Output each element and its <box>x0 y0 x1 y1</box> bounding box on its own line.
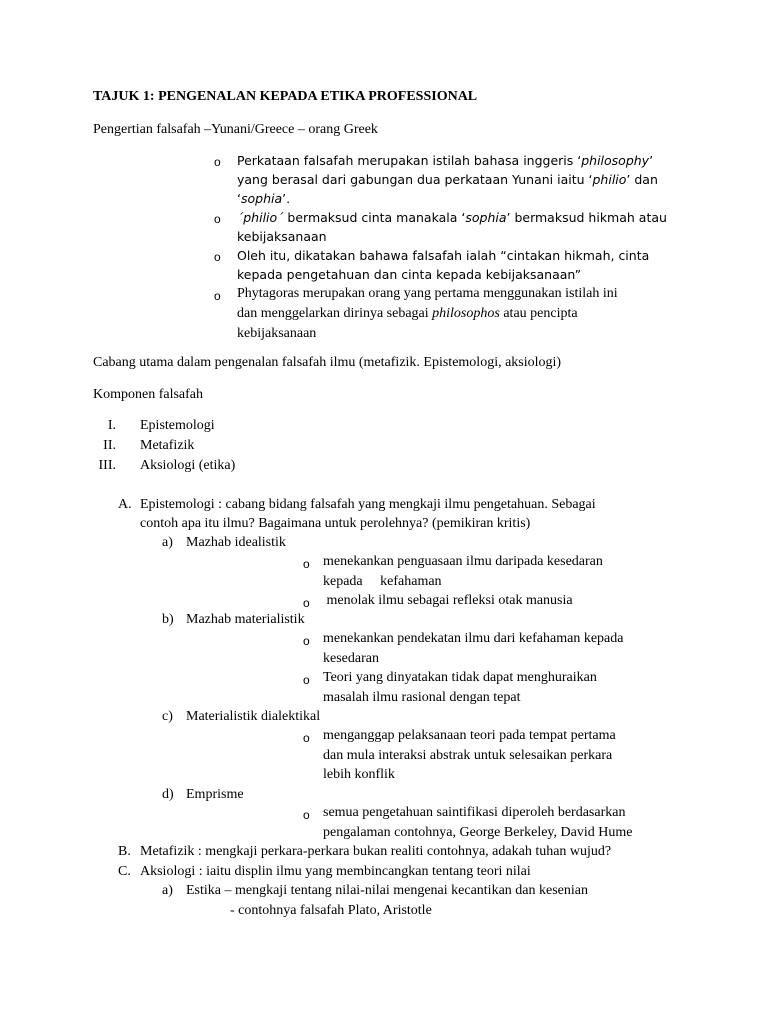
bullet-marker: o <box>214 155 221 169</box>
bullet-text: Perkataan falsafah merupakan istilah bahasa inggeris ‘philosophy’ <box>237 153 654 168</box>
bullet-text: pengalaman contohnya, George Berkeley, David Hume <box>323 825 633 840</box>
page-title: TAJUK 1: PENGENALAN KEPADA ETIKA PROFESSIONAL <box>93 89 478 104</box>
sub-label: Mazhab idealistik <box>186 535 286 550</box>
komponen-heading: Komponen falsafah <box>93 387 204 402</box>
sub-label: Materialistik dialektikal <box>186 709 321 724</box>
bullet-marker: o <box>214 250 221 264</box>
bullet-text: kebijaksanaan <box>237 326 317 341</box>
sub-marker: a) <box>162 535 173 550</box>
bullet-text: yang berasal dari gabungan dua perkataan Yunani iaitu ‘philio’ dan <box>237 172 658 187</box>
example-line: - contohnya falsafah Plato, Aristotle <box>230 903 432 918</box>
roman-numeral: I. <box>107 418 116 433</box>
komponen-item: Metafizik <box>140 438 195 453</box>
bullet-marker: o <box>303 673 310 687</box>
bullet-text: kebijaksanaan <box>237 229 327 244</box>
intro-line: Pengertian falsafah –Yunani/Greece – orang Greek <box>93 122 378 137</box>
bullet-text: menolak ilmu sebagai refleksi otak manusia <box>323 593 573 608</box>
bullet-marker: o <box>303 731 310 745</box>
bullet-text: masalah ilmu rasional dengan tepat <box>323 690 521 705</box>
bullet-text: kepada kefahaman <box>323 574 442 589</box>
bullet-text: menekankan pendekatan ilmu dari kefahaman kepada <box>323 631 624 646</box>
sub-label: Emprisme <box>186 787 244 802</box>
bullet-marker: o <box>303 596 310 610</box>
section-marker: A. <box>118 497 132 512</box>
roman-numeral: III. <box>98 458 116 473</box>
section-a-text: Epistemologi : cabang bidang falsafah yang mengkaji ilmu pengetahuan. Sebagai <box>140 497 596 512</box>
bullet-text: kesedaran <box>323 651 379 666</box>
bullet-text: lebih konflik <box>323 767 395 782</box>
bullet-marker: o <box>214 212 221 226</box>
sub-marker: a) <box>162 883 173 898</box>
bullet-text: dan mula interaksi abstrak untuk selesaikan perkara <box>323 748 613 763</box>
roman-numeral: II. <box>103 438 116 453</box>
section-marker: C. <box>118 864 131 879</box>
bullet-text: ´philio´ bermaksud cinta manakala ‘sophia’ bermaksud hikmah atau <box>237 210 667 225</box>
bullet-text: Oleh itu, dikatakan bahawa falsafah ialah “cintakan hikmah, cinta <box>237 248 650 263</box>
bullet-text: menekankan penguasaan ilmu daripada kesedaran <box>323 554 603 569</box>
section-b-text: Metafizik : mengkaji perkara-perkara bukan realiti contohnya, adakah tuhan wujud? <box>140 844 612 859</box>
sub-marker: b) <box>162 612 174 627</box>
bullet-marker: o <box>303 557 310 571</box>
bullet-marker: o <box>214 289 221 303</box>
sub-label: Mazhab materialistik <box>186 612 305 627</box>
sub-label: Estika – mengkaji tentang nilai-nilai mengenai kecantikan dan kesenian <box>186 883 588 898</box>
cabang-line: Cabang utama dalam pengenalan falsafah ilmu (metafizik. Epistemologi, aksiologi) <box>93 355 562 370</box>
section-c-text: Aksiologi : iaitu displin ilmu yang membincangkan tentang teori nilai <box>140 864 531 879</box>
bullet-text: dan menggelarkan dirinya sebagai philosophos atau pencipta <box>237 306 578 321</box>
komponen-item: Epistemologi <box>140 418 215 433</box>
bullet-text: Teori yang dinyatakan tidak dapat menghuraikan <box>323 670 597 685</box>
bullet-text: semua pengetahuan saintifikasi diperoleh berdasarkan <box>323 805 626 820</box>
section-marker: B. <box>118 844 131 859</box>
sub-marker: c) <box>162 709 173 724</box>
bullet-text: menganggap pelaksanaan teori pada tempat pertama <box>323 728 616 743</box>
bullet-text: Phytagoras merupakan orang yang pertama menggunakan istilah ini <box>237 286 618 301</box>
sub-marker: d) <box>162 787 174 802</box>
bullet-marker: o <box>303 808 310 822</box>
bullet-marker: o <box>303 634 310 648</box>
bullet-text: ‘sophia’. <box>237 191 291 206</box>
bullet-text: kepada pengetahuan dan cinta kepada kebijaksanaan” <box>237 267 582 282</box>
section-a-text: contoh apa itu ilmu? Bagaimana untuk perolehnya? (pemikiran kritis) <box>140 516 531 531</box>
komponen-item: Aksiologi (etika) <box>140 458 236 473</box>
